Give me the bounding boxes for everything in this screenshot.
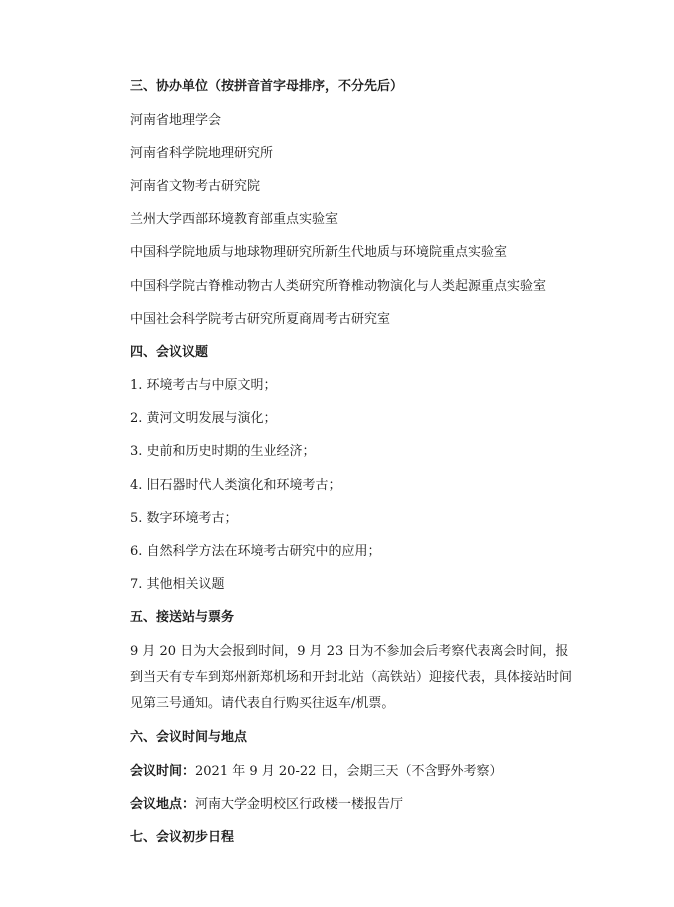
co-organizer-item: 中国科学院地质与地球物理研究所新生代地质与环境院重点实验室	[130, 245, 508, 260]
section5-heading: 五、接送站与票务	[130, 610, 235, 625]
section3-heading: 三、协办单位（按拼音首字母排序，不分先后）	[130, 79, 404, 94]
topic-item: 5. 数字环境考古；	[130, 511, 238, 526]
section6-heading: 六、会议时间与地点	[130, 730, 248, 745]
section4-heading: 四、会议议题	[130, 345, 209, 360]
topic-item: 6. 自然科学方法在环境考古研究中的应用；	[130, 544, 381, 559]
co-organizer-item: 中国社会科学院考古研究所夏商周考古研究室	[130, 312, 391, 327]
co-organizer-item: 兰州大学西部环境教育部重点实验室	[130, 212, 339, 227]
meeting-time-value: 2021 年 9 月 20-22 日，会期三天（不含野外考察）	[195, 764, 503, 779]
topic-item: 1. 环境考古与中原文明；	[130, 378, 277, 393]
meeting-place-value: 河南大学金明校区行政楼一楼报告厅	[195, 797, 404, 812]
topic-item: 4. 旧石器时代人类演化和环境考古；	[130, 478, 342, 493]
co-organizer-item: 中国科学院古脊椎动物古人类研究所脊椎动物演化与人类起源重点实验室	[130, 279, 547, 294]
topic-item: 3. 史前和历史时期的生业经济；	[130, 444, 316, 459]
meeting-place	[130, 796, 403, 814]
topic-item: 7. 其他相关议题	[130, 577, 225, 592]
paragraph-line: 见第三号通知。请代表自行购买往返车/机票。	[130, 696, 395, 711]
co-organizer-item: 河南省地理学会	[130, 113, 222, 128]
co-organizer-item: 河南省科学院地理研究所	[130, 146, 274, 161]
paragraph-line: 到当天有专车到郑州新郑机场和开封北站（高铁站）迎接代表，具体接站时间	[130, 670, 573, 685]
co-organizer-item: 河南省文物考古研究院	[130, 179, 261, 194]
meeting-place-label: 会议地点：	[130, 797, 196, 812]
section7-heading: 七、会议初步日程	[130, 830, 235, 845]
meeting-time-label: 会议时间：	[130, 764, 196, 779]
topic-item: 2. 黄河文明发展与演化；	[130, 411, 277, 426]
paragraph-line: 9 月 20 日为大会报到时间，9 月 23 日为不参加会后考察代表离会时间，报	[130, 644, 569, 659]
meeting-time	[130, 763, 503, 781]
